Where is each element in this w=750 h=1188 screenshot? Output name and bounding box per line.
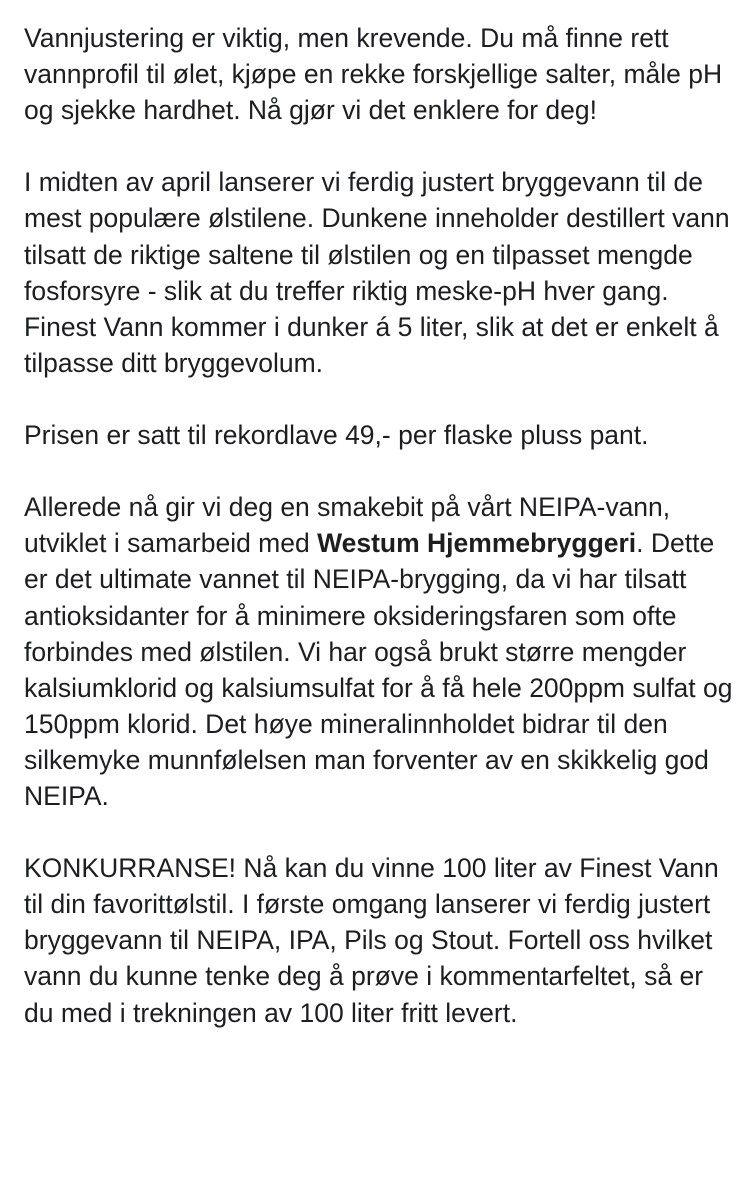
post-paragraph-intro: Vannjustering er viktig, men krevende. Du må finne rett vannprofil til ølet, kjøpe en rekke forskjellige salter, måle pH og sjekke hardhet. Nå gjør vi det enklere for deg! bbox=[24, 23, 723, 126]
post-paragraph-contest: KONKURRANSE! Nå kan du vinne 100 liter av Finest Vann til din favorittølstil. I første omgang lanserer vi ferdig justert bryggevann til NEIPA, IPA, Pils og Stout. Fortell oss hvilket vann du kunne tenke deg å prøve i kommentarfeltet, så er du med i trekningen av 100 liter fritt levert. bbox=[24, 853, 719, 1028]
page-mention-link[interactable]: Westum Hjemmebryggeri bbox=[317, 528, 637, 559]
paragraph-text-before-mention: Allerede nå gir vi deg en smakebit på vårt NEIPA-vann, utviklet i samarbeid med bbox=[24, 492, 671, 559]
post-paragraph-launch: I midten av april lanserer vi ferdig justert bryggevann til de mest populære ølstilene. Dunkene inneholder destillert vann tilsatt de riktige saltene til ølstilen og en tilpasset mengde fosforsyre - slik at du treffer riktig meske-pH hver gang. Finest Vann kommer i dunker á 5 liter, slik at det er enkelt å tilpasse ditt bryggevolum. bbox=[24, 167, 730, 378]
paragraph-text-after-mention: . Dette er det ultimate vannet til NEIPA-brygging, da vi har tilsatt antioksidanter for å minimere oksideringsfaren som ofte forbindes med ølstilen. Vi har også brukt større mengder kalsiumklorid og kalsiumsulfat for å få hele 200ppm sulfat og 150ppm klorid. Det høye mineralinnholdet bidrar til den silkemyke munnfølelsen man forventer av en skikkelig god NEIPA. bbox=[24, 528, 733, 811]
post-paragraph-price: Prisen er satt til rekordlave 49,- per flaske pluss pant. bbox=[24, 420, 649, 451]
post-body bbox=[24, 20, 734, 1031]
post-paragraph-neipa bbox=[24, 489, 734, 814]
